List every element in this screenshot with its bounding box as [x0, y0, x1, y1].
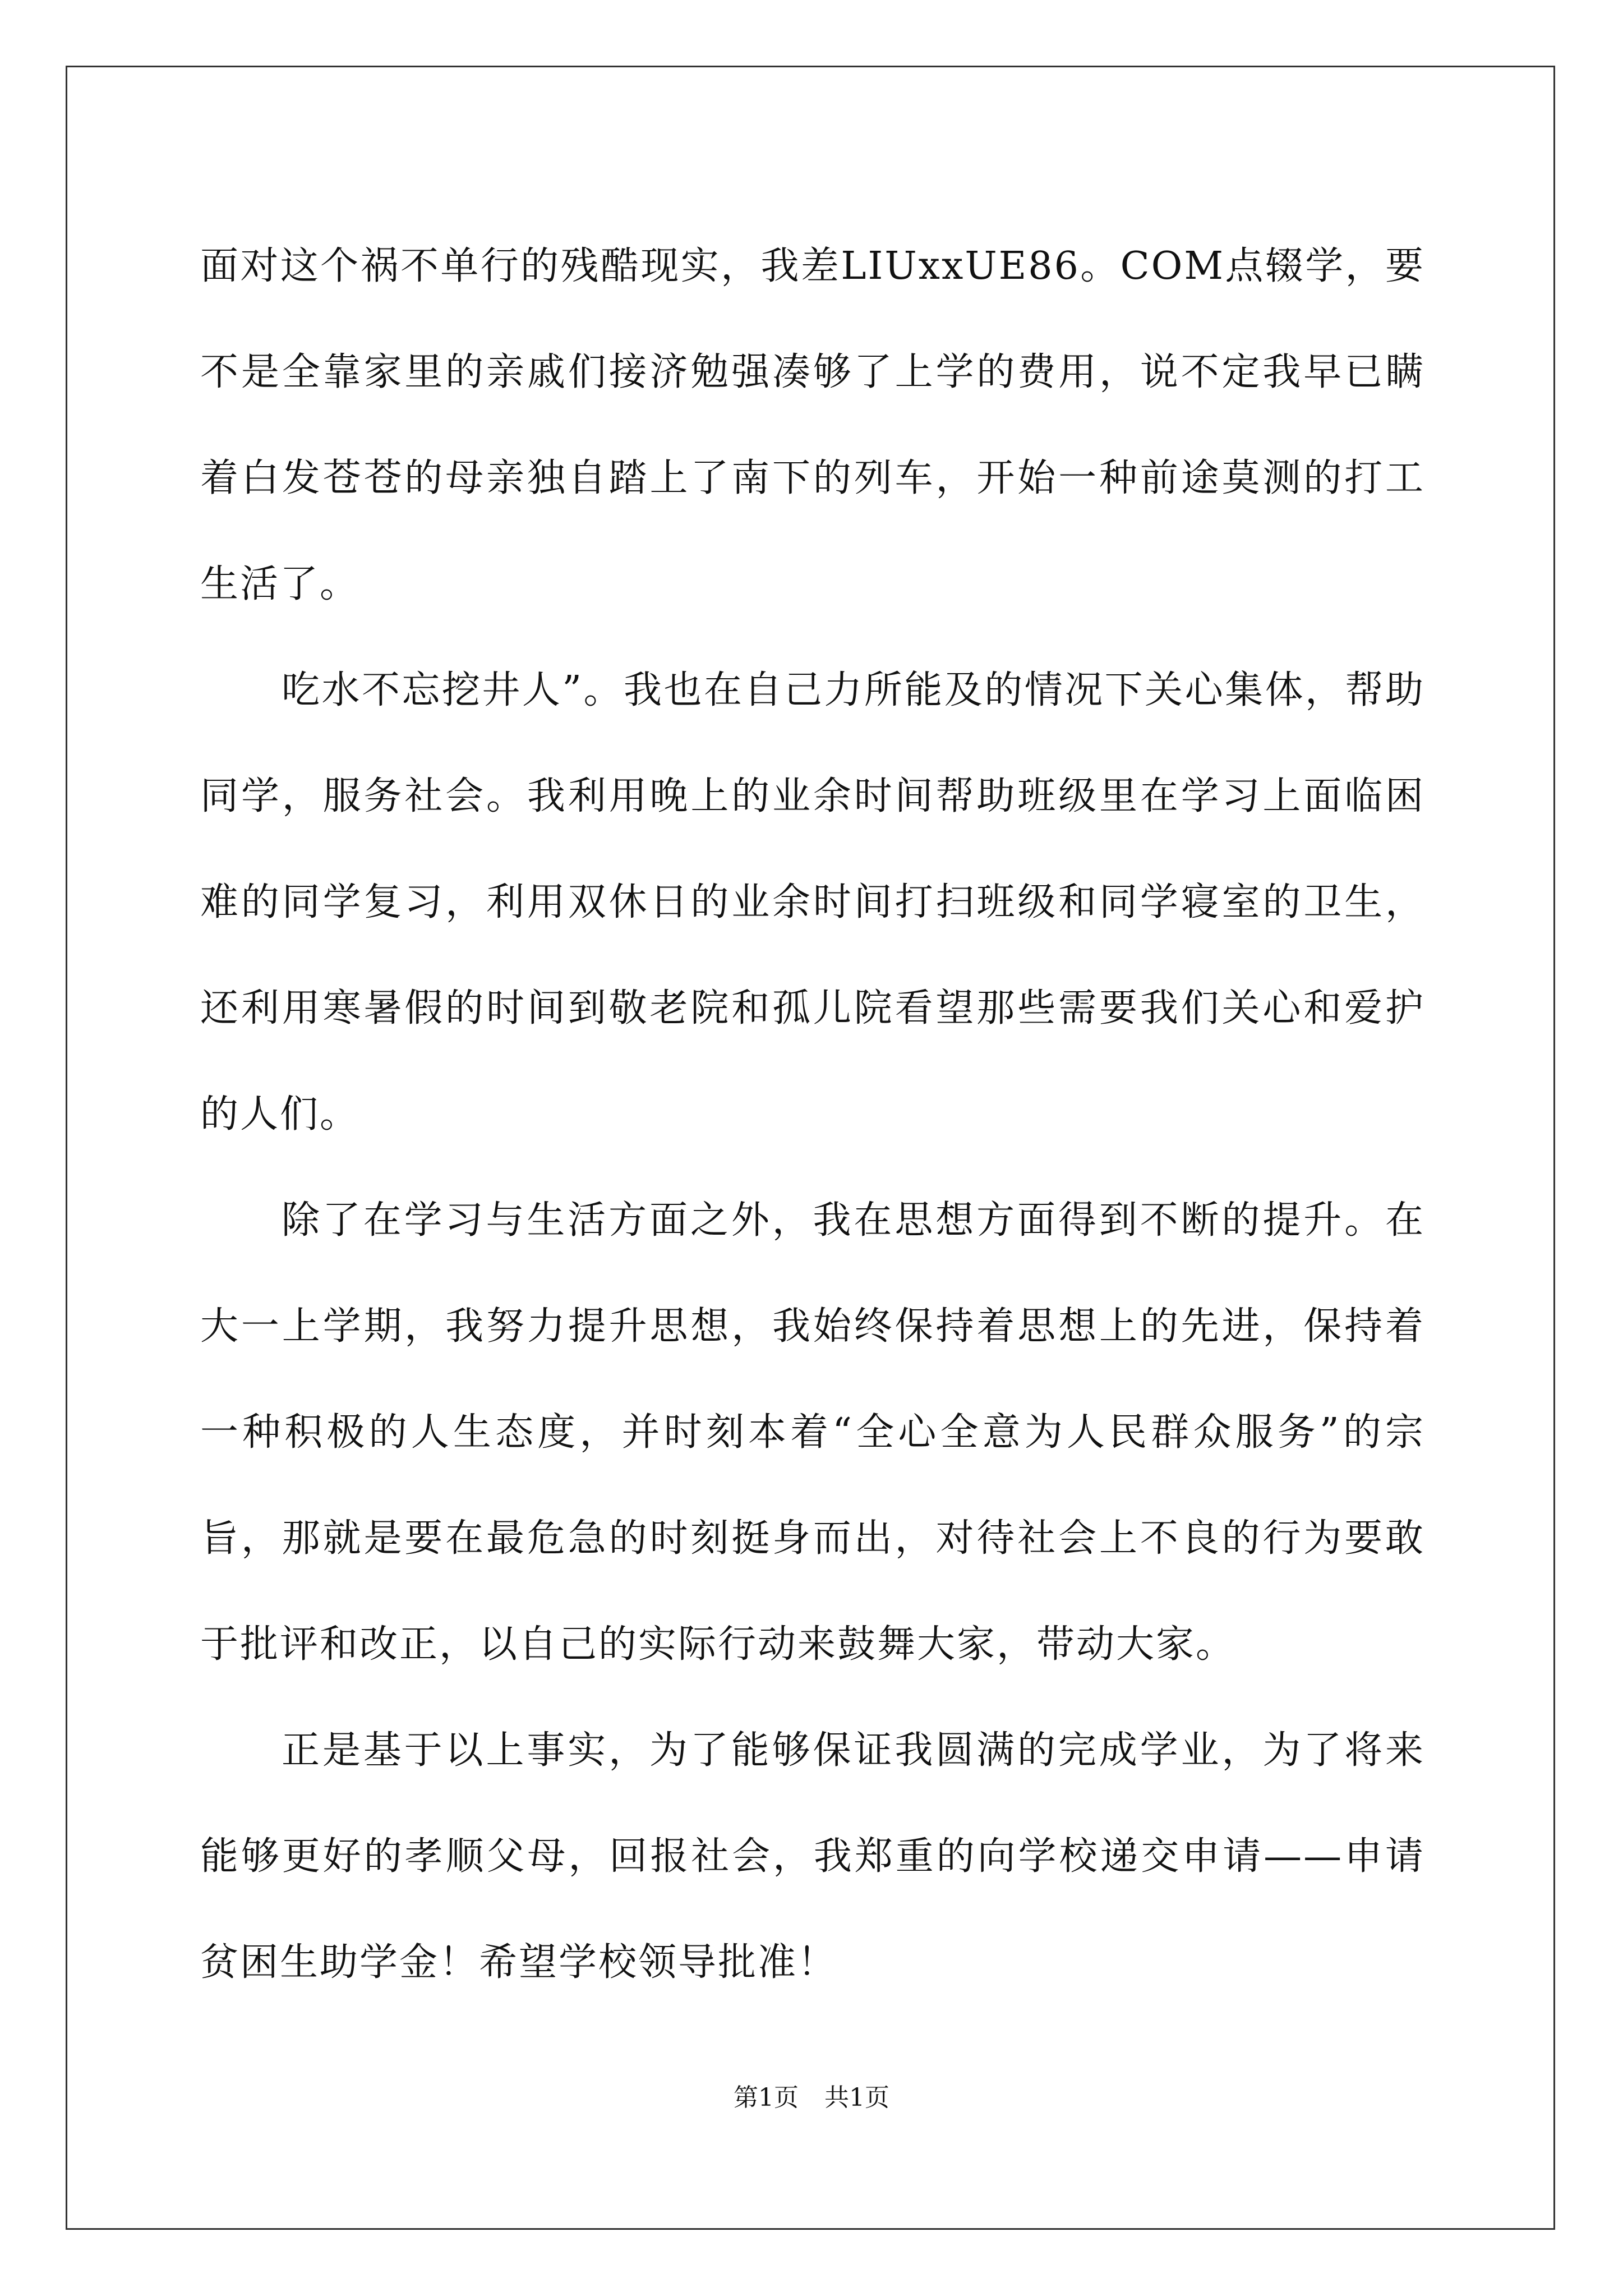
page-number-current: 第1页 [734, 2083, 799, 2112]
page-footer [0, 2081, 1623, 2115]
paragraph-3: 除了在学习与生活方面之外，我在思想方面得到不断的提升。在大一上学期，我努力提升思想，我始终保持着思想上的先进，保持着一种积极的人生态度，并时刻本着“全心全意为人民群众服务”的宗旨，那就是要在最危急的时刻挺身而出，对待社会上不良的行为要敢于批评和改正，以自己的实际行动来鼓舞大家，带动大家。 [200, 1198, 1425, 1667]
page-number-total: 共1页 [824, 2083, 889, 2112]
paragraph-2: 吃水不忘挖井人”。我也在自己力所能及的情况下关心集体，帮助同学，服务社会。我利用晚上的业余时间帮助班级里在学习上面临困难的同学复习，利用双休日的业余时间打扫班级和同学寝室的卫生，还利用寒暑假的时间到敬老院和孤儿院看望那些需要我们关心和爱护的人们。 [200, 668, 1425, 1137]
paragraph-1: 面对这个祸不单行的残酷现实，我差LIUxxUE86。COM点辍学，要不是全靠家里的亲戚们接济勉强凑够了上学的费用，说不定我早已瞒着白发苍苍的母亲独自踏上了南下的列车，开始一种前途莫测的打工生活了。 [200, 244, 1425, 606]
paragraph-4: 正是基于以上事实，为了能够保证我圆满的完成学业，为了将来能够更好的孝顺父母，回报社会，我郑重的向学校递交申请——申请贫困生助学金！希望学校领导批准！ [200, 1728, 1425, 1985]
document-body [200, 213, 1425, 2016]
